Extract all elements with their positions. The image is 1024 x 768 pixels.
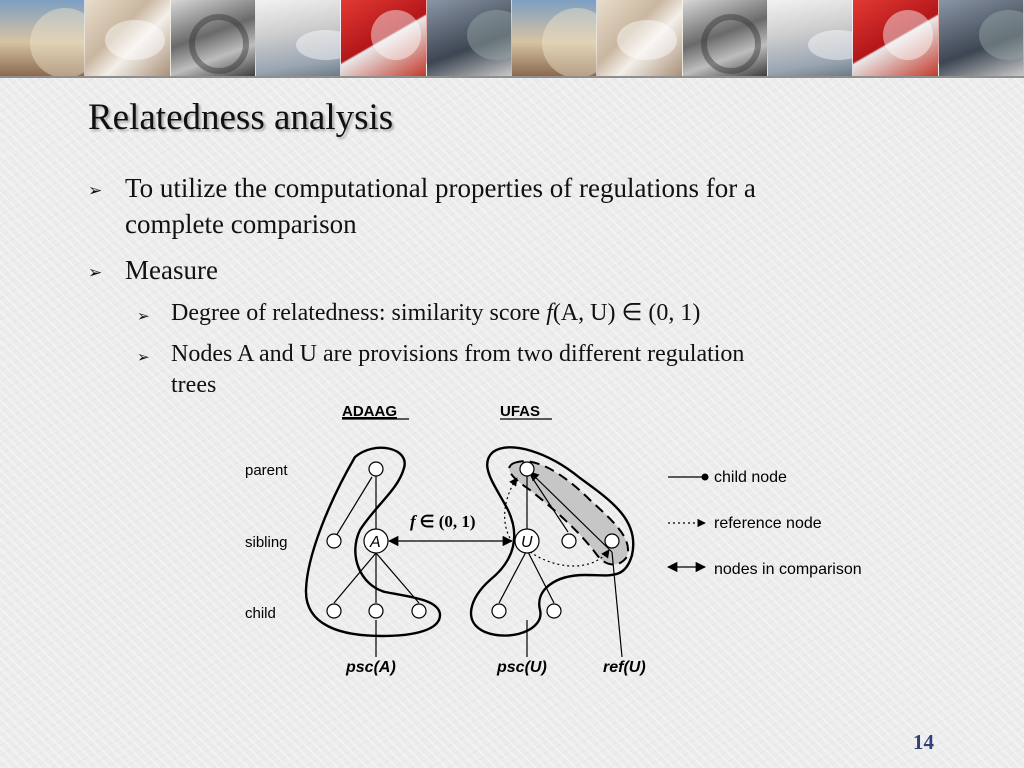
bullet-1-line-2: complete comparison [125,209,357,239]
node-a-child-1 [327,604,341,618]
legend-child-node-dot [702,474,709,481]
node-u-sibling [562,534,576,548]
bullet-arrow-icon: ➢ [88,181,103,200]
sub-bullet-2-line-1: Nodes A and U are provisions from two different regulation [171,341,745,367]
similarity-label [410,512,476,531]
legend-comparison-label: nodes in comparison [714,561,862,578]
similarity-function-symbol: f [546,300,553,326]
sub-bullet-2-line-2: trees [171,372,217,398]
similarity-f: f [410,512,416,531]
sub-bullet-1-suffix: (A, U) ∈ (0, 1) [552,300,701,326]
node-ref-u [605,534,619,548]
ref-u-label: ref(U) [603,659,646,676]
bullet-arrow-icon: ➢ [88,263,103,282]
row-label-sibling: sibling [245,534,288,551]
psc-a-label: psc(A) [346,659,396,676]
node-a-child-3 [412,604,426,618]
node-u-child-2 [547,604,561,618]
node-a-label: A [370,534,381,551]
sub-bullet-arrow-icon: ➢ [137,350,150,366]
row-label-parent: parent [245,462,288,479]
page-number: 14 [913,730,934,754]
similarity-range: ∈ (0, 1) [419,512,476,531]
legend-reference-node-label: reference node [714,515,822,532]
node-a-sibling [327,534,341,548]
row-label-child: child [245,605,276,622]
bullet-1-line-1: To utilize the computational properties of regulations for a [125,173,756,203]
legend [668,469,862,578]
node-u-parent [520,462,534,476]
node-u-child-1 [492,604,506,618]
legend-child-node-label: child node [714,469,787,486]
tree-title-ufas: UFAS [500,403,541,420]
node-a-parent [369,462,383,476]
psc-u-label: psc(U) [497,659,547,676]
node-a-child-2 [369,604,383,618]
slide-title: Relatedness analysis [88,97,394,138]
bullet-2-text: Measure [125,255,218,285]
sub-bullet-1-prefix: Degree of relatedness: similarity score [171,300,547,326]
node-u-label: U [521,534,533,551]
sub-bullet-arrow-icon: ➢ [137,309,150,325]
tree-title-adaag: ADAAG [342,403,397,420]
left-tree-edges [334,476,419,657]
